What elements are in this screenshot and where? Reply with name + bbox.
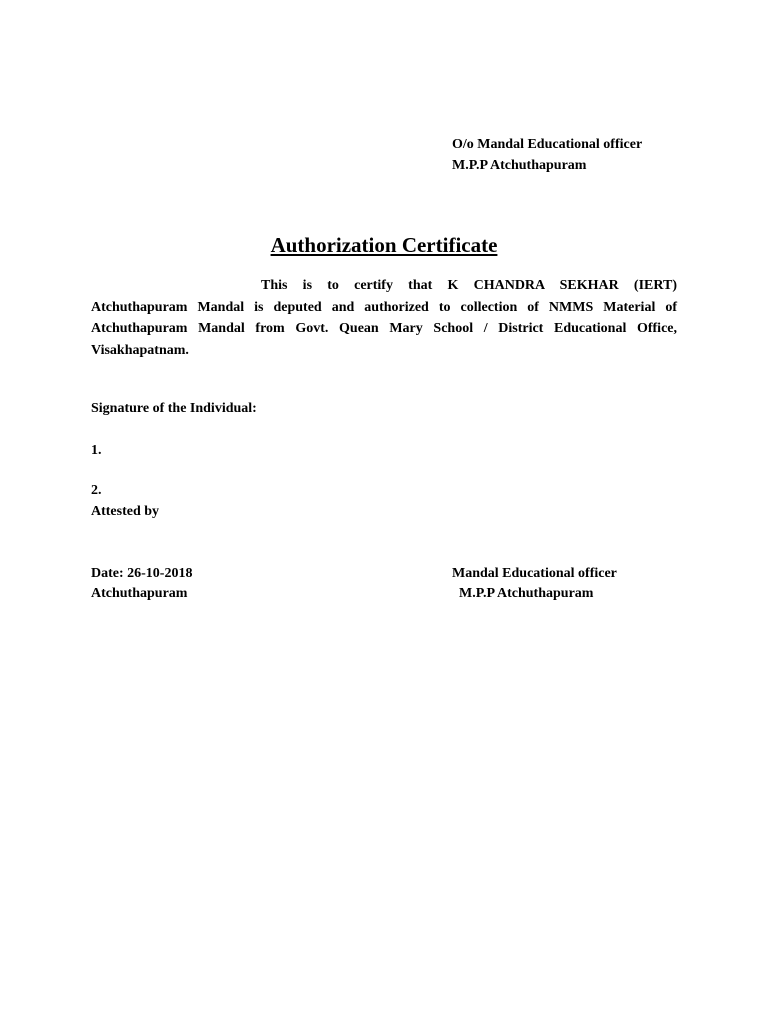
document-title: Authorization Certificate [270,233,498,257]
certificate-body [91,275,677,361]
issue-place: Atchuthapuram [91,586,188,601]
certificate-paragraph: This is to certify that K CHANDRA SEKHAR (IERT) Atchuthapuram Mandal is deputed and authorized to collection of NMMS Material of Atchuthapuram Mandal from Govt. Quean Mary School / District Educational Office, Visakhapatnam. [91,278,677,358]
attested-by-label: Attested by [91,504,160,519]
issue-date: Date: 26-10-2018 [91,566,193,581]
officer-title: Mandal Educational officer [452,566,617,581]
signature-item-2: 2. [91,483,102,498]
header-office-line: O/o Mandal Educational officer [452,137,643,152]
officer-signature-block [452,564,617,604]
signature-label: Signature of the Individual: [91,401,257,416]
header-location-line: M.P.P Atchuthapuram [452,158,587,173]
issuing-office-header [452,134,642,176]
officer-office: M.P.P Atchuthapuram [459,586,594,601]
signature-item-1: 1. [91,443,102,458]
